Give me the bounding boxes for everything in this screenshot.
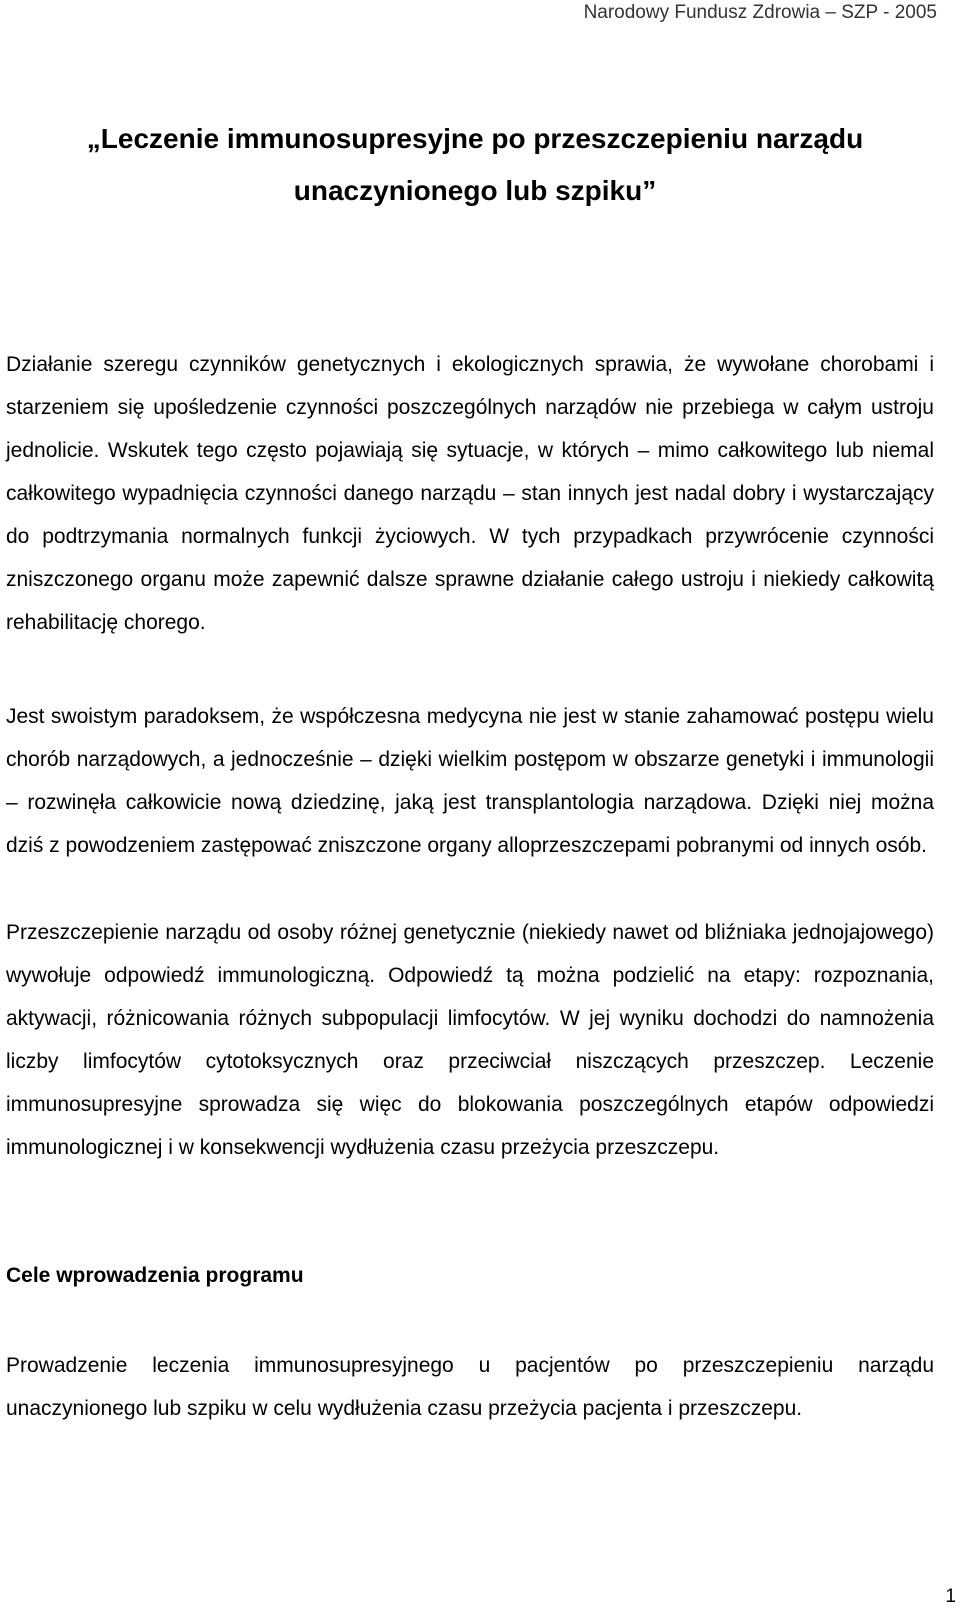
document-title [10, 113, 940, 217]
page-number: 1 [945, 1586, 956, 1607]
section-paragraph: Prowadzenie leczenia immunosupresyjnego u pacjentów po przeszczepieniu narządu unaczynionego lub szpiku w celu wydłużenia czasu przeżycia pacjenta i przeszczepu. [6, 1354, 934, 1420]
intro-paragraph: Działanie szeregu czynników genetycznych i ekologicznych sprawia, że wywołane chorobami i starzeniem się upośledzenie czynności poszczególnych narządów nie przebiega w całym ustroju jednolicie. Wskutek tego często pojawiają się sytuacje, w których – mimo całkowitego lub niemal całkowitego wypadnięcia czynności danego narządu – stan innych jest nadal dobry i wystarczający do podtrzymania normalnych funkcji życiowych. W tych przypadkach przywrócenie czynności zniszczonego organu może zapewnić dalsze sprawne działanie całego ustroju i niekiedy całkowitą rehabilitację chorego. [6, 353, 934, 634]
title-line-2: unaczynionego lub szpiku” [293, 175, 657, 206]
running-header: Narodowy Fundusz Zdrowia – SZP - 2005 [583, 2, 937, 23]
paradox-paragraph: Jest swoistym paradoksem, że współczesna medycyna nie jest w stanie zahamować postępu wielu chorób narządowych, a jednocześnie – dzięki wielkim postępom w obszarze genetyki i immunologii – rozwinęła całkowicie nową dziedzinę, jaką jest transplantologia narządowa. Dzięki niej można dziś z powodzeniem zastępować zniszczone organy alloprzeszczepami pobranymi od innych osób. [6, 705, 934, 857]
immune-response-paragraph: Przeszczepienie narządu od osoby różnej genetycznie (niekiedy nawet od bliźniaka jednojajowego) wywołuje odpowiedź immunologiczną. Odpowiedź tą można podzielić na etapy: rozpoznania, aktywacji, różnicowania różnych subpopulacji limfocytów. W jej wyniku dochodzi do namnożenia liczby limfocytów cytotoksycznych oraz przeciwciał niszczących przeszczep. Leczenie immunosupresyjne sprowadza się więc do blokowania poszczególnych etapów odpowiedzi immunologicznej i w konsekwencji wydłużenia czasu przeżycia przeszczepu. [6, 921, 934, 1159]
title-line-1: „Leczenie immunosupresyjne po przeszczepieniu narządu [86, 123, 864, 154]
section-heading: Cele wprowadzenia programu [6, 1264, 304, 1287]
